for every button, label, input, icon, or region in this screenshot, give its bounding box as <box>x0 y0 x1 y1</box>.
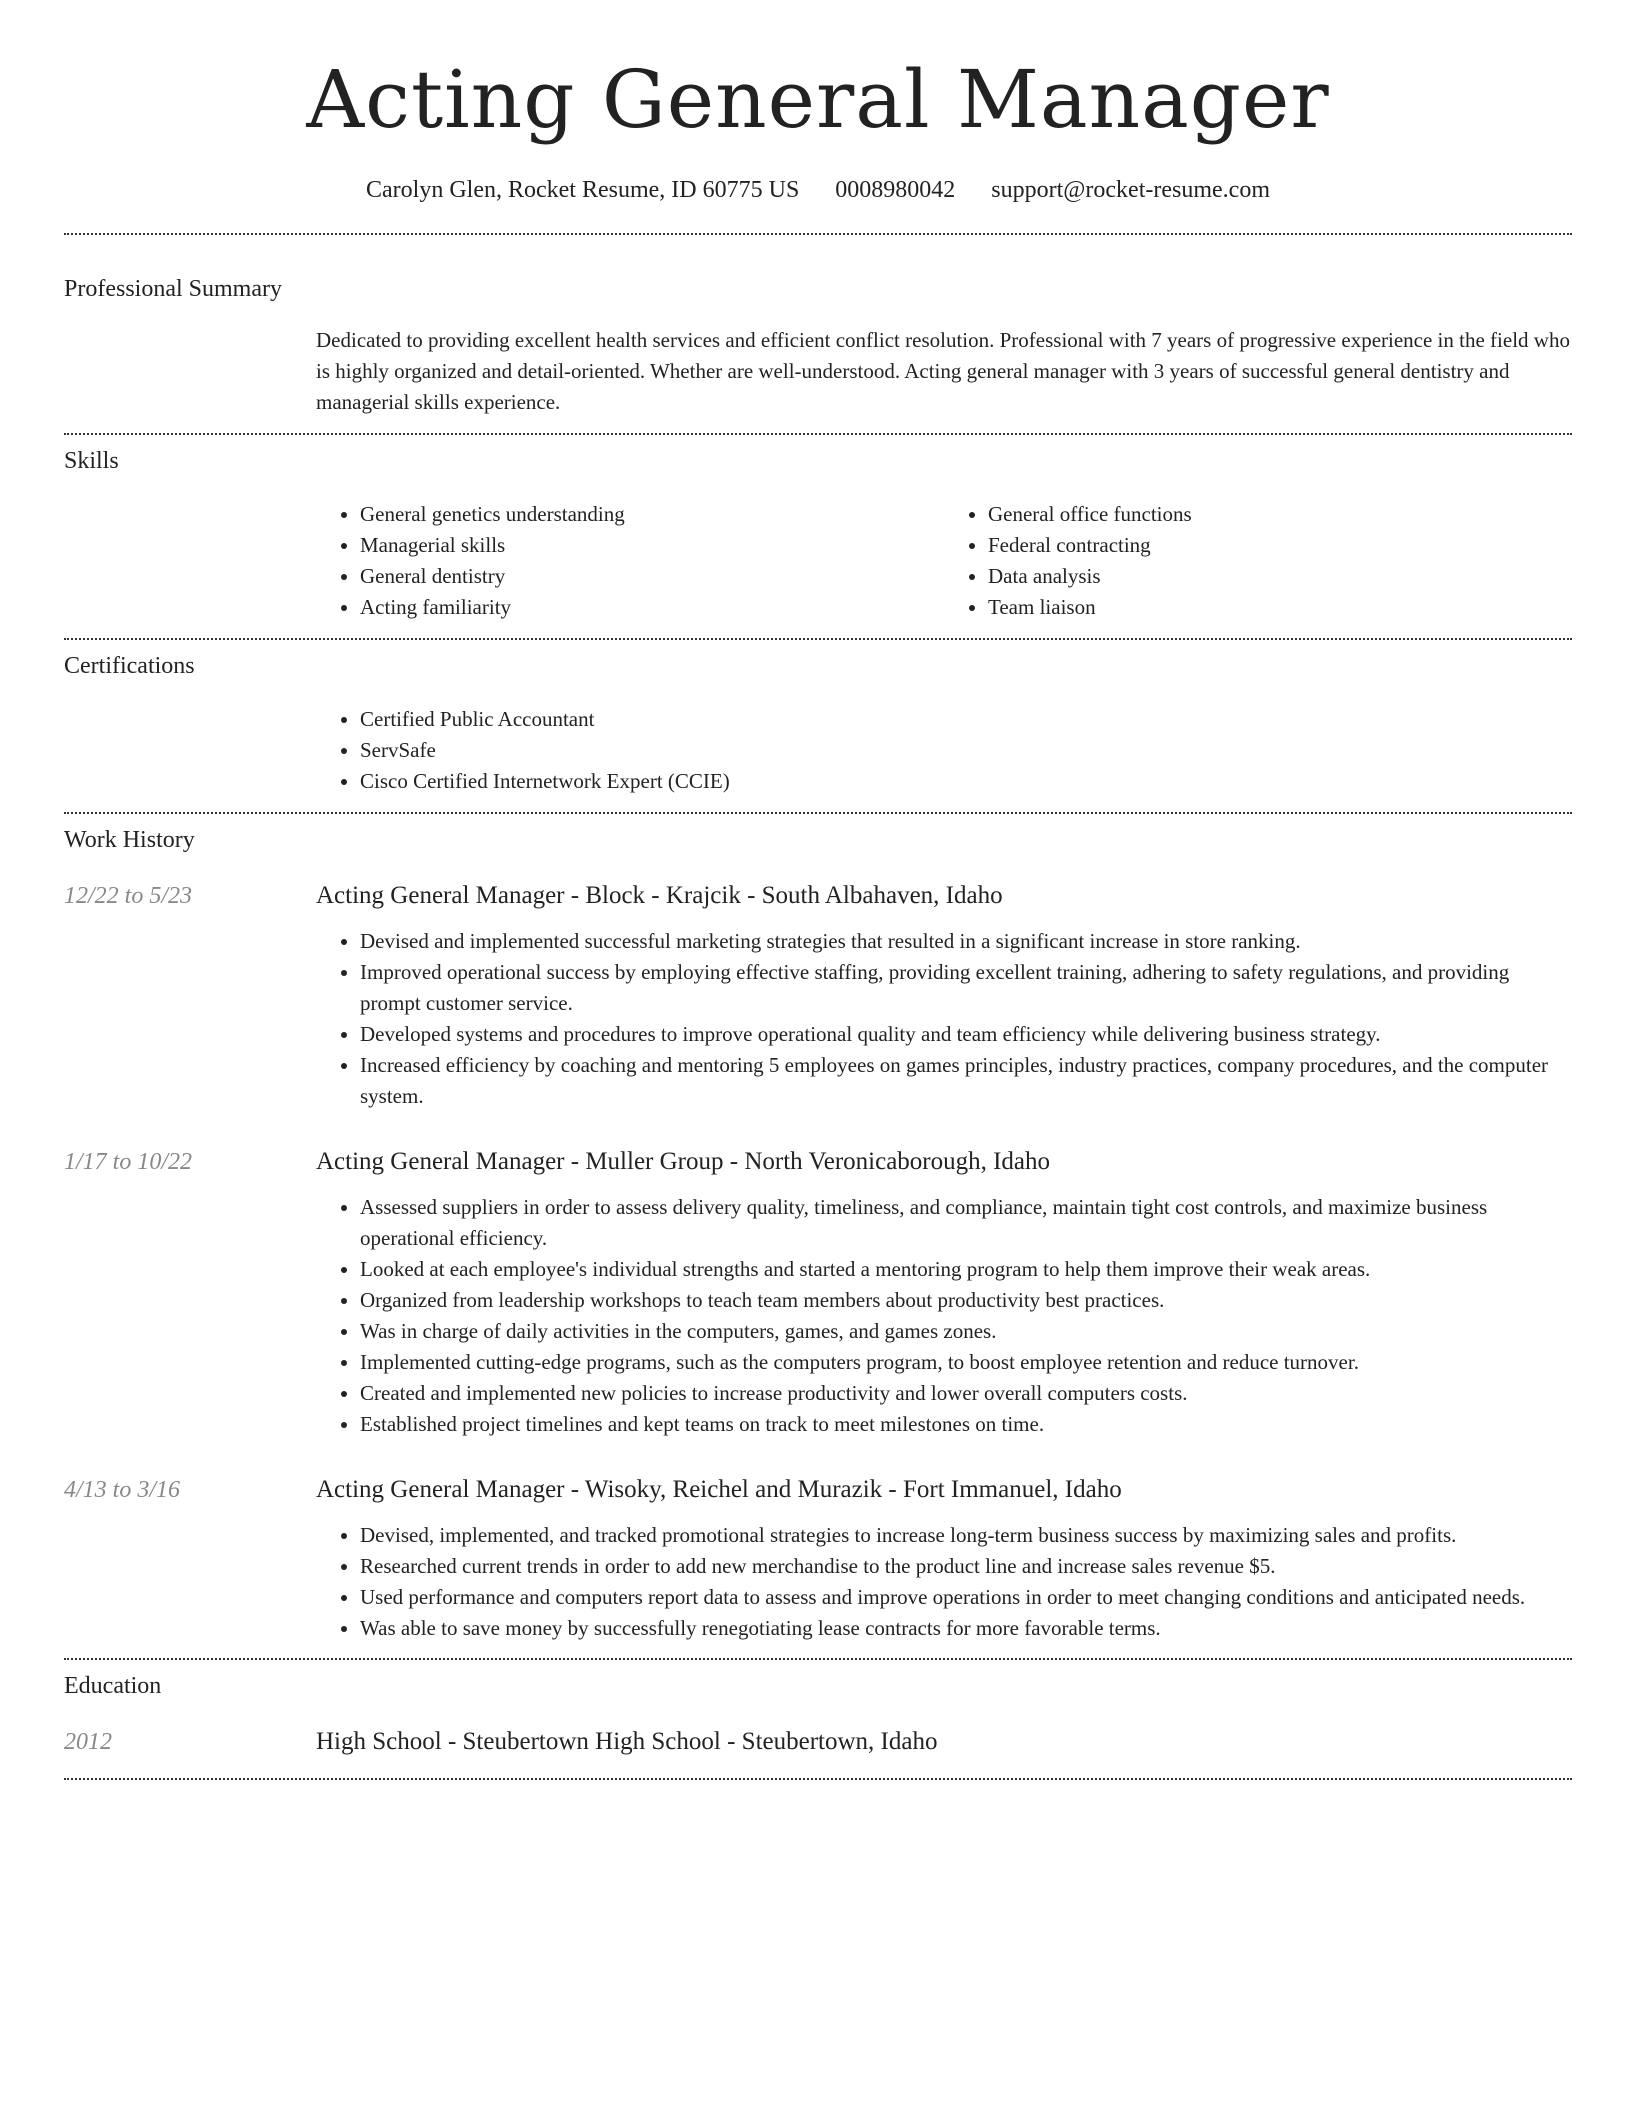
job-title: Acting General Manager - Block - Krajcik - South Albahaven, Idaho <box>316 882 1003 909</box>
contact-line <box>64 174 1572 206</box>
job-date: 12/22 to 5/23 <box>64 883 193 909</box>
work-history-heading: Work History <box>64 827 195 853</box>
job-entry <box>64 1474 1572 1644</box>
certifications-section <box>64 640 1572 797</box>
skills-list <box>316 499 1572 623</box>
list-item: • Devised and implemented successful marketing strategies that resulted in a significant increase in store ranking. <box>360 926 1572 957</box>
job-bullets <box>316 1520 1572 1644</box>
certifications-list <box>316 704 1572 797</box>
job-bullets <box>316 926 1572 1112</box>
job-bullet-list <box>316 1520 1572 1644</box>
summary-text: Dedicated to providing excellent health services and efficient conflict resolution. Professional with 7 years of progressive experience in the field who is highly organized and detail-oriented. Whether are well-understood. Acting general manager with 3 years of successful general dentistry and managerial skills experience. <box>316 328 1570 414</box>
list-item: • General office functions <box>988 499 1572 530</box>
job-date: 1/17 to 10/22 <box>64 1149 193 1175</box>
list-item: • General dentistry <box>360 561 944 592</box>
job-title: Acting General Manager - Wisoky, Reichel and Murazik - Fort Immanuel, Idaho <box>316 1476 1122 1503</box>
list-item: • Used performance and computers report data to assess and improve operations in order to meet changing conditions and anticipated needs. <box>360 1582 1572 1613</box>
skills-column-left <box>316 499 944 623</box>
list-item: • Cisco Certified Internetwork Expert (CCIE) <box>360 766 1572 797</box>
job-title: Acting General Manager - Muller Group - North Veronicaborough, Idaho <box>316 1148 1051 1175</box>
list-item: • Developed systems and procedures to improve operational quality and team efficiency while delivering business strategy. <box>360 1019 1572 1050</box>
list-item: • General genetics understanding <box>360 499 944 530</box>
contact-address: Carolyn Glen, Rocket Resume, ID 60775 US <box>366 177 800 203</box>
list-item: • Federal contracting <box>988 530 1572 561</box>
skills-section <box>64 435 1572 623</box>
jobs-container <box>64 880 1572 1644</box>
list-item: • ServSafe <box>360 735 1572 766</box>
list-item: • Was able to save money by successfully renegotiating lease contracts for more favorable terms. <box>360 1613 1572 1644</box>
list-item: • Looked at each employee's individual strengths and started a mentoring program to help them improve their weak areas. <box>360 1254 1572 1285</box>
skills-heading: Skills <box>64 448 119 474</box>
contact-email: support@rocket-resume.com <box>991 177 1270 203</box>
list-item: • Certified Public Accountant <box>360 704 1572 735</box>
skills-column-right <box>944 499 1572 623</box>
list-item: • Created and implemented new policies to increase productivity and lower overall computers costs. <box>360 1378 1572 1409</box>
divider <box>64 1778 1572 1780</box>
list-item: • Researched current trends in order to add new merchandise to the product line and increase sales revenue $5. <box>360 1551 1572 1582</box>
list-item: • Acting familiarity <box>360 592 944 623</box>
list-item: • Improved operational success by employing effective staffing, providing excellent training, adhering to safety regulations, and providing prompt customer service. <box>360 957 1572 1019</box>
summary-section <box>64 235 1572 418</box>
education-title: High School - Steubertown High School - Steubertown, Idaho <box>316 1728 938 1755</box>
list-item: • Devised, implemented, and tracked promotional strategies to increase long-term business success by maximizing sales and profits. <box>360 1520 1572 1551</box>
work-history-section <box>64 814 1572 1644</box>
list-item: • Managerial skills <box>360 530 944 561</box>
summary-content <box>316 325 1572 418</box>
resume-page <box>64 0 1572 1780</box>
list-item: • Team liaison <box>988 592 1572 623</box>
list-item: • Assessed suppliers in order to assess delivery quality, timeliness, and compliance, maintain tight cost controls, and maximize business operational efficiency. <box>360 1192 1572 1254</box>
certifications-heading: Certifications <box>64 653 195 679</box>
education-section <box>64 1660 1572 1758</box>
resume-name: Acting General Manager <box>306 53 1330 146</box>
education-date: 2012 <box>64 1729 112 1755</box>
list-item: • Increased efficiency by coaching and mentoring 5 employees on games principles, industry practices, company procedures, and the computer system. <box>360 1050 1572 1112</box>
list-item: • Organized from leadership workshops to teach team members about productivity best practices. <box>360 1285 1572 1316</box>
education-heading: Education <box>64 1673 162 1699</box>
job-bullet-list <box>316 1192 1572 1440</box>
job-date: 4/13 to 3/16 <box>64 1477 181 1503</box>
job-entry <box>64 880 1572 1112</box>
list-item: • Established project timelines and kept teams on track to meet milestones on time. <box>360 1409 1572 1440</box>
job-bullets <box>316 1192 1572 1440</box>
list-item: • Data analysis <box>988 561 1572 592</box>
list-item: • Was in charge of daily activities in the computers, games, and games zones. <box>360 1316 1572 1347</box>
job-bullet-list <box>316 926 1572 1112</box>
list-item: • Implemented cutting-edge programs, such as the computers program, to boost employee retention and reduce turnover. <box>360 1347 1572 1378</box>
summary-heading: Professional Summary <box>64 276 282 302</box>
certifications-content <box>316 704 1572 797</box>
education-entry <box>64 1726 1572 1758</box>
job-entry <box>64 1146 1572 1440</box>
contact-phone: 0008980042 <box>835 177 956 203</box>
